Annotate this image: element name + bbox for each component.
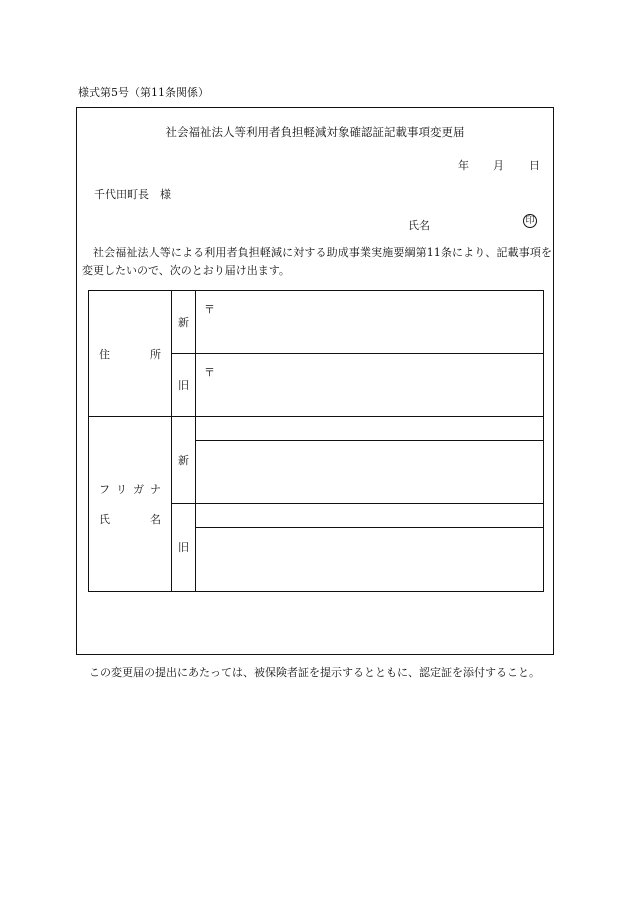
new-furigana-field[interactable] bbox=[196, 417, 544, 441]
furigana-char: ナ bbox=[150, 483, 161, 497]
old-address-field[interactable] bbox=[196, 354, 544, 417]
postal-mark-icon: 〒 bbox=[204, 366, 215, 380]
furigana-char: リ bbox=[116, 483, 127, 497]
name-label-char: 氏 bbox=[99, 513, 110, 527]
old-name-field[interactable] bbox=[196, 527, 544, 591]
old-address-label: 旧 bbox=[172, 354, 196, 417]
new-address-label: 新 bbox=[172, 291, 196, 354]
new-name-field[interactable] bbox=[196, 441, 544, 503]
date-day-label: 日 bbox=[529, 159, 540, 172]
old-furigana-field[interactable] bbox=[196, 503, 544, 527]
postal-mark-icon: 〒 bbox=[204, 303, 215, 316]
date-year-label: 年 bbox=[458, 159, 469, 172]
address-label-char: 所 bbox=[150, 347, 161, 361]
address-label-char: 住 bbox=[99, 347, 110, 361]
applicant-name-label: 氏名 bbox=[408, 219, 430, 232]
name-label-char: 名 bbox=[150, 513, 161, 527]
old-name-label: 旧 bbox=[172, 503, 196, 591]
name-label-block bbox=[89, 417, 172, 592]
furigana-char: フ bbox=[99, 483, 110, 497]
date-month-label: 月 bbox=[493, 159, 504, 172]
form-number: 様式第5号（第11条関係） bbox=[78, 86, 209, 99]
new-address-field[interactable] bbox=[196, 291, 544, 354]
name-label bbox=[99, 511, 161, 527]
addressee: 千代田町長 様 bbox=[94, 188, 171, 201]
address-label bbox=[89, 291, 172, 417]
seal-icon: 印 bbox=[523, 214, 537, 228]
furigana-char: ガ bbox=[133, 483, 144, 497]
new-name-label: 新 bbox=[172, 417, 196, 503]
change-table bbox=[88, 290, 544, 592]
footnote: この変更届の提出にあたっては、被保険者証を提示するとともに、認定証を添付すること。 bbox=[89, 666, 540, 679]
furigana-label bbox=[99, 481, 161, 497]
intro-text: 社会福祉法人等による利用者負担軽減に対する助成事業実施要綱第11条により、記載事項を変更したいので、次のとおり届け出ます。 bbox=[82, 246, 552, 277]
form-title: 社会福祉法人等利用者負担軽減対象確認証記載事項変更届 bbox=[165, 125, 465, 139]
